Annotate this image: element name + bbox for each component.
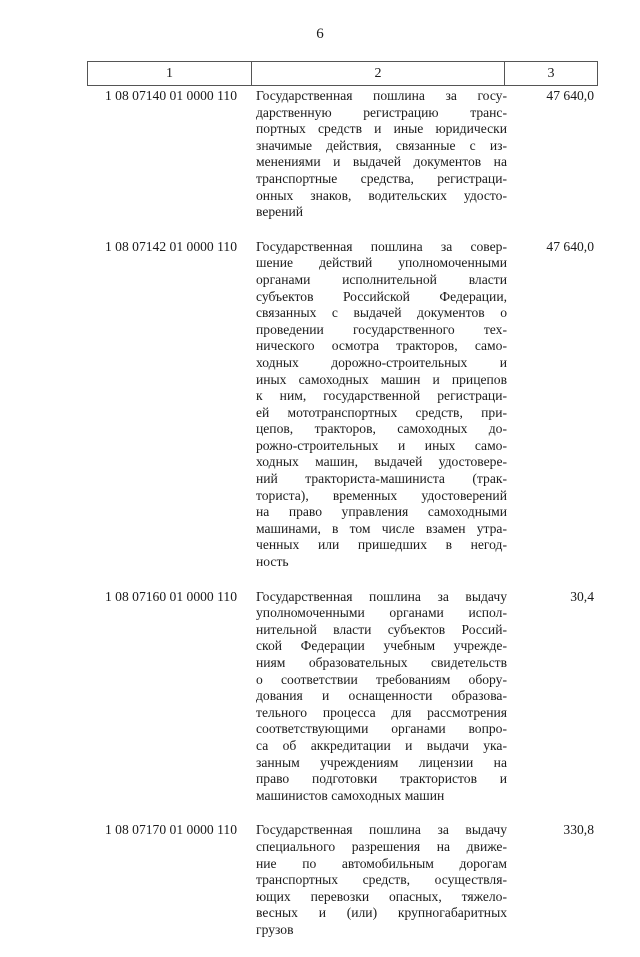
description-line: занным учреждениям лицензии на: [256, 754, 507, 770]
description-line: ний тракториста-машиниста (трак-: [256, 471, 507, 487]
amount-value: 47 640,0: [546, 88, 594, 103]
description-line: соответствующими органами вопро-: [256, 721, 507, 737]
description-line: транспортных средств, осуществля-: [256, 872, 507, 888]
description-line: верений: [256, 204, 304, 220]
description-line: весных и (или) крупногабаритных: [256, 905, 507, 921]
description-line: ходных дорожно-строительных и: [256, 354, 507, 370]
table-row: [87, 589, 598, 805]
description-line: ской Федерации учебным учрежде-: [256, 638, 507, 654]
description-line: на право управления самоходными: [256, 504, 507, 520]
description-line: грузов: [256, 921, 294, 937]
table-header-row: [87, 61, 598, 86]
description-line: машинистов самоходных машин: [256, 787, 445, 803]
fee-description: [251, 822, 507, 938]
description-line: шение действий уполномоченными: [256, 255, 507, 271]
description-line: дарственную регистрацию транс-: [256, 104, 507, 120]
column-header-3: 3: [547, 65, 555, 81]
description-line: рожно-строительных и иных само-: [256, 437, 507, 453]
fee-description: [251, 589, 507, 805]
description-line: ториста), временных удостоверений: [256, 487, 507, 503]
description-line: нительной власти субъектов Россий-: [256, 621, 507, 637]
description-line: органами исполнительной власти: [256, 271, 507, 287]
amount-value: 330,8: [563, 822, 594, 838]
description-line: значимые действия, связанные с из-: [256, 137, 507, 153]
description-line: тельного процесса для рассмотрения: [256, 704, 507, 720]
budget-code: 1 08 07170 01 0000 110: [104, 822, 237, 838]
description-line: Государственная пошлина за совер-: [256, 238, 507, 254]
description-line: ходных машин, выдачей удостовере-: [256, 454, 507, 470]
description-line: транспортные средства, регистраци-: [256, 170, 507, 186]
budget-code: 1 08 07160 01 0000 110: [104, 588, 237, 604]
description-line: иных самоходных машин и прицепов: [256, 371, 507, 387]
description-line: к ним, государственной регистраци-: [256, 388, 507, 404]
amount-value: 30,4: [570, 588, 594, 604]
description-line: портных средств и иные юридически: [256, 121, 507, 137]
description-line: ние по автомобильным дорогам: [256, 855, 507, 871]
description-line: ность: [256, 554, 289, 570]
column-header-2: 2: [252, 62, 505, 85]
description-line: ющих перевозки опасных, тяжело-: [256, 888, 507, 904]
description-line: проведении государственного тех-: [256, 321, 507, 337]
description-line: субъектов Российской Федерации,: [256, 288, 507, 304]
fee-description: [251, 239, 507, 571]
amount-value: 47 640,0: [546, 238, 594, 254]
description-line: нического осмотра тракторов, само-: [256, 338, 507, 354]
fee-description: [251, 88, 507, 221]
table-body: [87, 88, 598, 957]
description-line: са об аккредитации и выдачи ука-: [256, 737, 507, 753]
description-line: цепов, тракторов, самоходных до-: [256, 421, 507, 437]
description-line: онных знаков, водительских удосто-: [256, 187, 507, 203]
table-row: [87, 239, 598, 571]
table-row: [87, 822, 598, 938]
description-line: о соответствии требованиям обору-: [256, 671, 507, 687]
description-line: менениями и выдачей документов на: [256, 154, 507, 170]
description-line: Государственная пошлина за выдачу: [256, 588, 507, 604]
description-line: право подготовки трактористов и: [256, 771, 507, 787]
description-line: дования и оснащенности образова-: [256, 688, 507, 704]
description-line: ниям образовательных свидетельств: [256, 655, 507, 670]
description-line: специального разрешения на движе-: [256, 838, 507, 854]
budget-code: 1 08 07142 01 0000 110: [104, 238, 237, 254]
page-number: 6: [316, 26, 324, 42]
description-line: уполномоченными органами испол-: [256, 605, 507, 621]
table-row: [87, 88, 598, 221]
description-line: ченных или пришедших в негод-: [256, 537, 507, 553]
column-header-1: 1: [88, 62, 252, 85]
description-line: связанных с выдачей документов о: [256, 305, 507, 321]
description-line: машинами, в том числе взамен утра-: [256, 520, 507, 536]
description-line: Государственная пошлина за госу-: [256, 88, 507, 103]
description-line: Государственная пошлина за выдачу: [256, 822, 507, 838]
budget-code: 1 08 07140 01 0000 110: [104, 88, 237, 103]
description-line: ей мототранспортных средств, при-: [256, 404, 507, 420]
